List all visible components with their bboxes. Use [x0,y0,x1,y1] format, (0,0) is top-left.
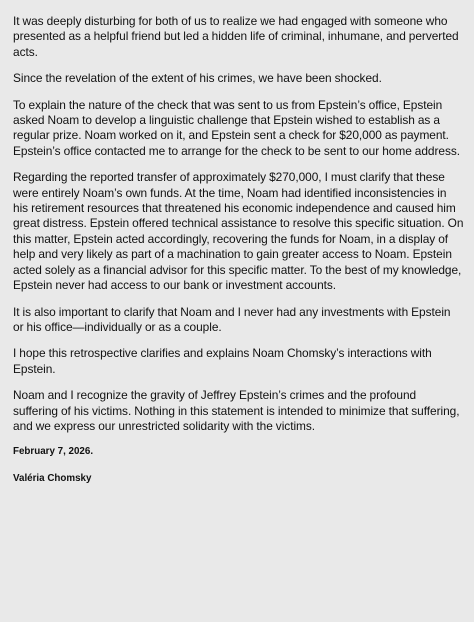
paragraph-transfer-clarification: Regarding the reported transfer of approximately $270,000, I must clarify that these were entirely Noam’s own funds. At the time, Noam had identified inconsistencies in his retirement resources that threatened his economic independence and caused him great distress. Epstein offered technical assistance to resolve this specific situation. On this matter, Epstein acted accordingly, recovering the funds for Noam, in a display of help and very likely as part of a machination to gain greater access to Noam. Epstein acted solely as a financial advisor for this specific matter. To the best of my knowledge, Epstein never had access to our bank or investment accounts. [13,170,464,293]
letter-signature: Valéria Chomsky [13,473,92,485]
paragraph-no-investments: It is also important to clarify that Noam and I never had any investments with Epstein or his office—individually or as a couple. [13,304,451,334]
paragraph-disturbing-realization: It was deeply disturbing for both of us to realize we had engaged with someone who presented as a helpful friend but led a hidden life of criminal, inhumane, and perverted acts. [13,14,459,59]
paragraph-revelation-shock: Since the revelation of the extent of his crimes, we have been shocked. [13,71,382,86]
letter-date: February 7, 2026. [13,446,94,458]
paragraph-retrospective: I hope this retrospective clarifies and explains Noam Chomsky’s interactions with Epstein. [13,346,432,376]
paragraph-solidarity: Noam and I recognize the gravity of Jeffrey Epstein’s crimes and the profound suffering of his victims. Nothing in this statement is intended to minimize that suffering, and we express our unrestricted solidarity with the victims. [13,388,460,433]
paragraph-check-explanation: To explain the nature of the check that was sent to us from Epstein’s office, Epstein asked Noam to develop a linguistic challenge that Epstein wished to establish as a regular prize. Noam worked on it, and Epstein sent a check for $20,000 as payment. Epstein’s office contacted me to arrange for the check to be sent to our home address. [13,97,461,158]
